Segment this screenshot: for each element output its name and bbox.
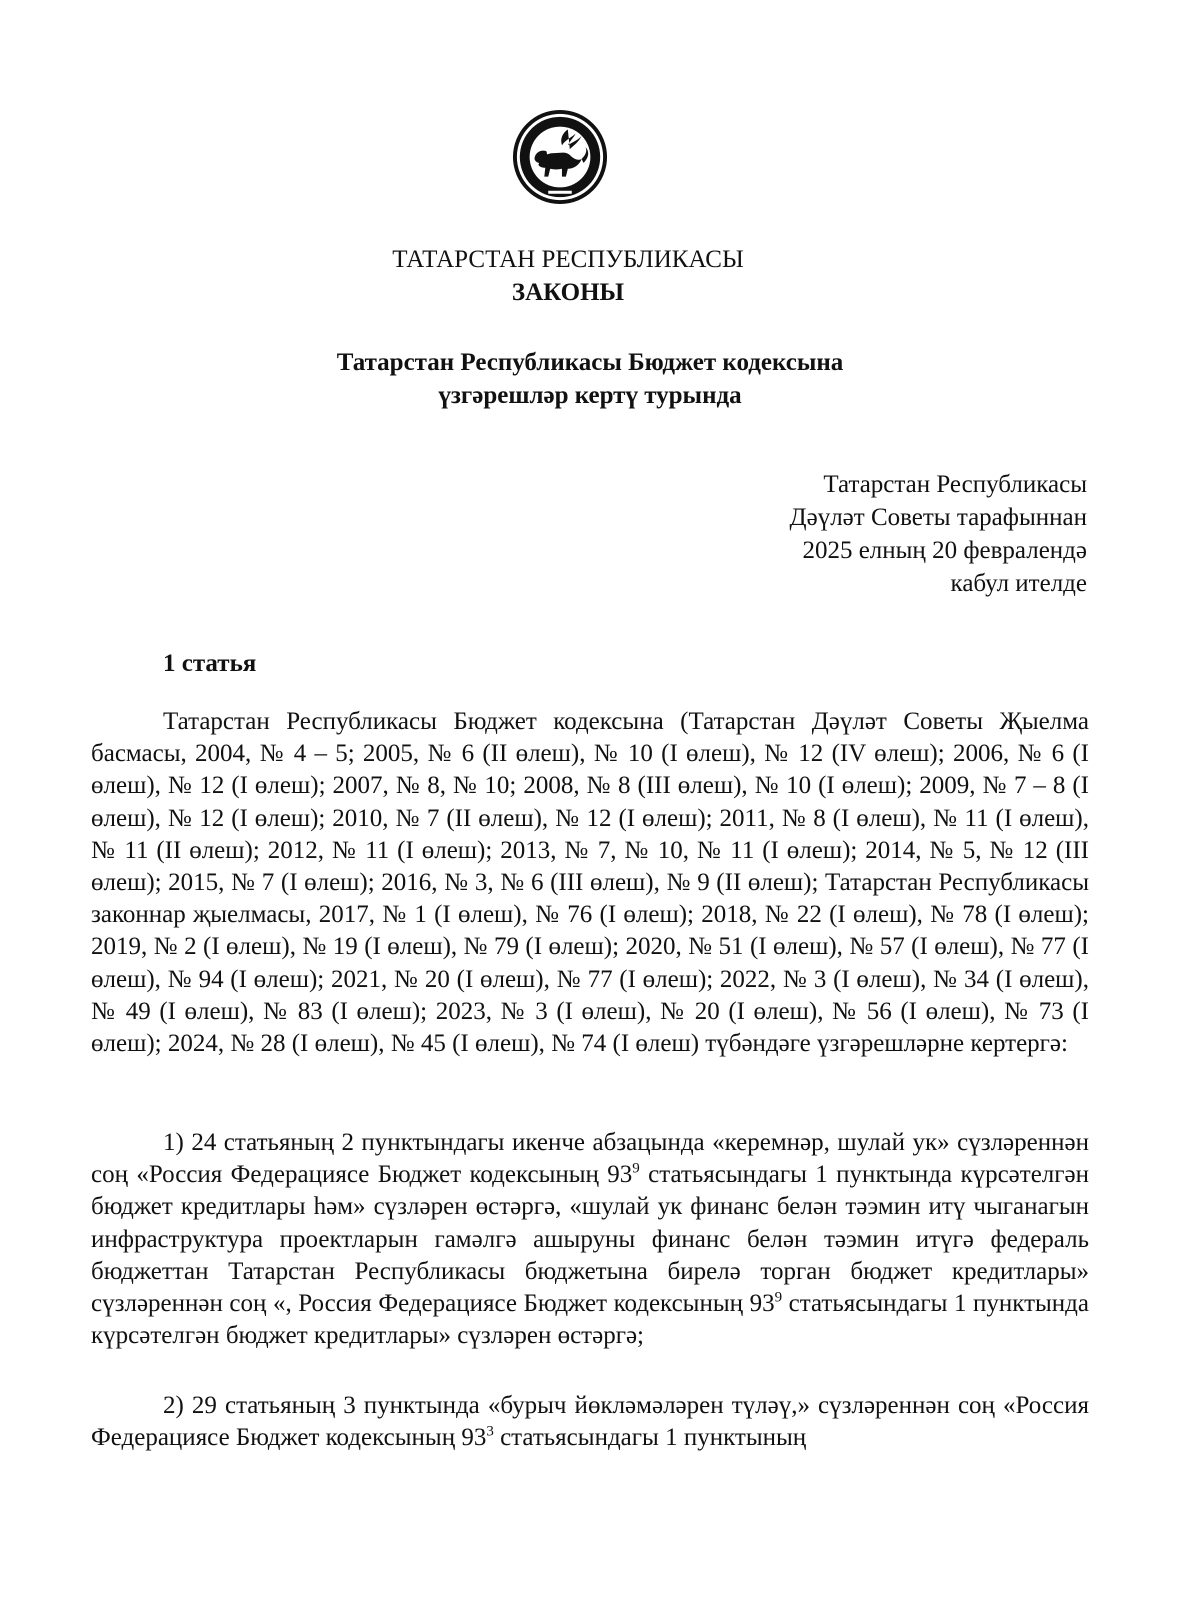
article-item-1 xyxy=(91,1127,1089,1352)
law-title-line-2: үзгәрешләр кертү турында xyxy=(438,382,742,409)
adoption-line-3: 2025 елның 20 февралендә xyxy=(802,537,1087,564)
item-1-superscript-b: 9 xyxy=(774,1289,783,1306)
adoption-note xyxy=(790,468,1087,600)
item-1-text-a: 1) 24 статьяның 2 пунктындагы икенче абзацында «керемнәр, шулай ук» сүзләреннән соң «Россия Федерациясе Бюджет кодексының 93 xyxy=(91,1129,1089,1189)
item-1-text-c: статьясындагы 1 пунктында күрсәтелгән бюджет кредитлары» сүзләрен өстәргә; xyxy=(91,1290,1089,1350)
adoption-line-4: кабул ителде xyxy=(950,570,1087,597)
item-2-text-a: 2) 29 статьяның 3 пунктында «бурыч йөкләмәләрен түләү,» сүзләреннән соң «Россия Федерациясе Бюджет кодексының 93 xyxy=(91,1392,1089,1452)
article-intro-paragraph: Татарстан Республикасы Бюджет кодексына (Татарстан Дәүләт Советы Җыелма басмасы, 2004, № 4 – 5; 2005, № 6 (II өлеш), № 10 (I өлеш), № 12 (IV өлеш); 2006, № 6 (I өлеш), № 12 (I өлеш); 2007, № 8, № 10; 2008, № 8 (III өлеш), № 10 (I өлеш); 2009, № 7 – 8 (I өлеш), № 12 (I өлеш); 2010, № 7 (II өлеш), № 12 (I өлеш); 2011, № 8 (I өлеш), № 11 (I өлеш), № 11 (II өлеш); 2012, № 11 (I өлеш); 2013, № 7, № 10, № 11 (I өлеш); 2014, № 5, № 12 (III өлеш); 2015, № 7 (I өлеш); 2016, № 3, № 6 (III өлеш), № 9 (II өлеш); Татарстан Республикасы законнар җыелмасы, 2017, № 1 (I өлеш), № 76 (I өлеш); 2018, № 22 (I өлеш), № 78 (I өлеш); 2019, № 2 (I өлеш), № 19 (I өлеш), № 79 (I өлеш); 2020, № 51 (I өлеш), № 57 (I өлеш), № 77 (I өлеш), № 94 (I өлеш); 2021, № 20 (I өлеш), № 77 (I өлеш); 2022, № 3 (I өлеш), № 34 (I өлеш), № 49 (I өлеш), № 83 (I өлеш); 2023, № 3 (I өлеш), № 20 (I өлеш), № 56 (I өлеш), № 73 (I өлеш); 2024, № 28 (I өлеш), № 45 (I өлеш), № 74 (I өлеш) түбәндәге үзгәрешләрне кертергә: xyxy=(91,708,1089,1058)
article-heading: 1 статья xyxy=(163,650,257,677)
law-title-line-1: Татарстан Республикасы Бюджет кодексына xyxy=(336,349,844,376)
republic-name: ТАТАРСТАН РЕСПУБЛИКАСЫ xyxy=(392,246,744,273)
item-2-superscript-a: 3 xyxy=(486,1423,494,1440)
item-1-text-b: статьясындагы 1 пунктында күрсәтелгән бюджет кредитлары һәм» сүзләрен өстәргә, «шулай ук финанс белән тәэмин итү чыганагын инфраструктура проектларын гамәлгә ашыруны финанс белән тәэмин итүгә федераль бюджеттан Татарстан Республикасы бюджетына бирелә торган бюджет кредитлары» сүзләреннән соң «, Россия Федерациясе Бюджет кодексының 93 xyxy=(91,1161,1090,1318)
adoption-line-1: Татарстан Республикасы xyxy=(823,471,1087,498)
document-type: ЗАКОНЫ xyxy=(511,279,625,306)
adoption-line-2: Дәүләт Советы тарафыннан xyxy=(789,504,1087,531)
law-title xyxy=(0,346,1190,412)
article-item-2 xyxy=(91,1390,1089,1454)
tatarstan-coat-of-arms-icon xyxy=(511,108,609,206)
item-2-text-b: статьясындагы 1 пунктының xyxy=(493,1424,807,1452)
item-1-superscript-a: 9 xyxy=(632,1160,640,1177)
